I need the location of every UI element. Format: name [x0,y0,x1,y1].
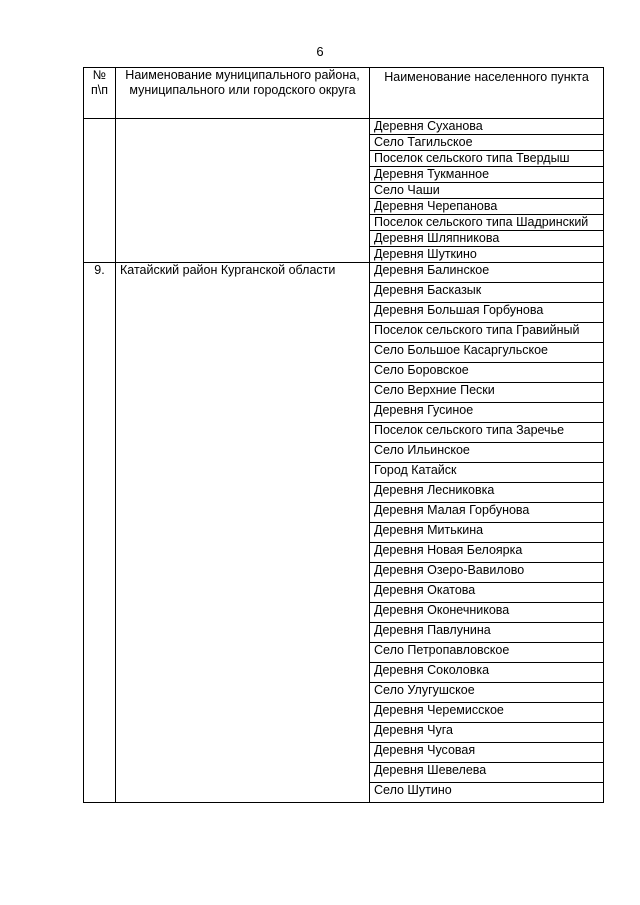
locality-name: Деревня Большая Горбунова [370,303,604,323]
locality-name: Деревня Черемисское [370,703,604,723]
locality-name: Поселок сельского типа Шадринский [370,215,604,231]
locality-name: Село Верхние Пески [370,383,604,403]
locality-name: Деревня Балинское [370,263,604,283]
locality-name: Село Чаши [370,183,604,199]
row-number: 9. [84,263,116,803]
locality-name: Деревня Малая Горбунова [370,503,604,523]
locality-name: Деревня Новая Белоярка [370,543,604,563]
page-number: 6 [316,44,324,59]
locality-name: Поселок сельского типа Заречье [370,423,604,443]
locality-name: Деревня Лесниковка [370,483,604,503]
locality-name: Деревня Шляпникова [370,231,604,247]
locality-name: Деревня Шуткино [370,247,604,263]
localities-table [83,67,604,803]
row-number [84,119,116,263]
region-name: Катайский район Курганской области [116,263,370,803]
locality-name: Деревня Басказык [370,283,604,303]
locality-name: Деревня Окатова [370,583,604,603]
locality-name: Деревня Суханова [370,119,604,135]
locality-name: Поселок сельского типа Гравийный [370,323,604,343]
header-region: Наименование муниципального района, муниципального или городского округа [116,68,370,119]
locality-name: Деревня Тукманное [370,167,604,183]
header-locality: Наименование населенного пункта [370,68,604,119]
locality-name: Деревня Оконечникова [370,603,604,623]
locality-name: Деревня Черепанова [370,199,604,215]
header-number: № п\п [84,68,116,119]
locality-name: Село Шутино [370,783,604,803]
locality-name: Село Ильинское [370,443,604,463]
locality-name: Село Петропавловское [370,643,604,663]
locality-name: Деревня Митькина [370,523,604,543]
locality-name: Деревня Соколовка [370,663,604,683]
table-row [84,263,604,283]
locality-name: Село Улугушское [370,683,604,703]
locality-name: Деревня Чуга [370,723,604,743]
region-name [116,119,370,263]
locality-name: Деревня Озеро-Вавилово [370,563,604,583]
locality-name: Город Катайск [370,463,604,483]
group-continued [84,119,604,263]
locality-name: Деревня Чусовая [370,743,604,763]
table-row [84,119,604,135]
locality-name: Село Тагильское [370,135,604,151]
locality-name: Деревня Шевелева [370,763,604,783]
locality-name: Деревня Гусиное [370,403,604,423]
locality-name: Деревня Павлунина [370,623,604,643]
locality-name: Село Боровское [370,363,604,383]
group-9 [84,263,604,803]
table-header-row [84,68,604,119]
locality-name: Село Большое Касаргульское [370,343,604,363]
locality-name: Поселок сельского типа Твердыш [370,151,604,167]
